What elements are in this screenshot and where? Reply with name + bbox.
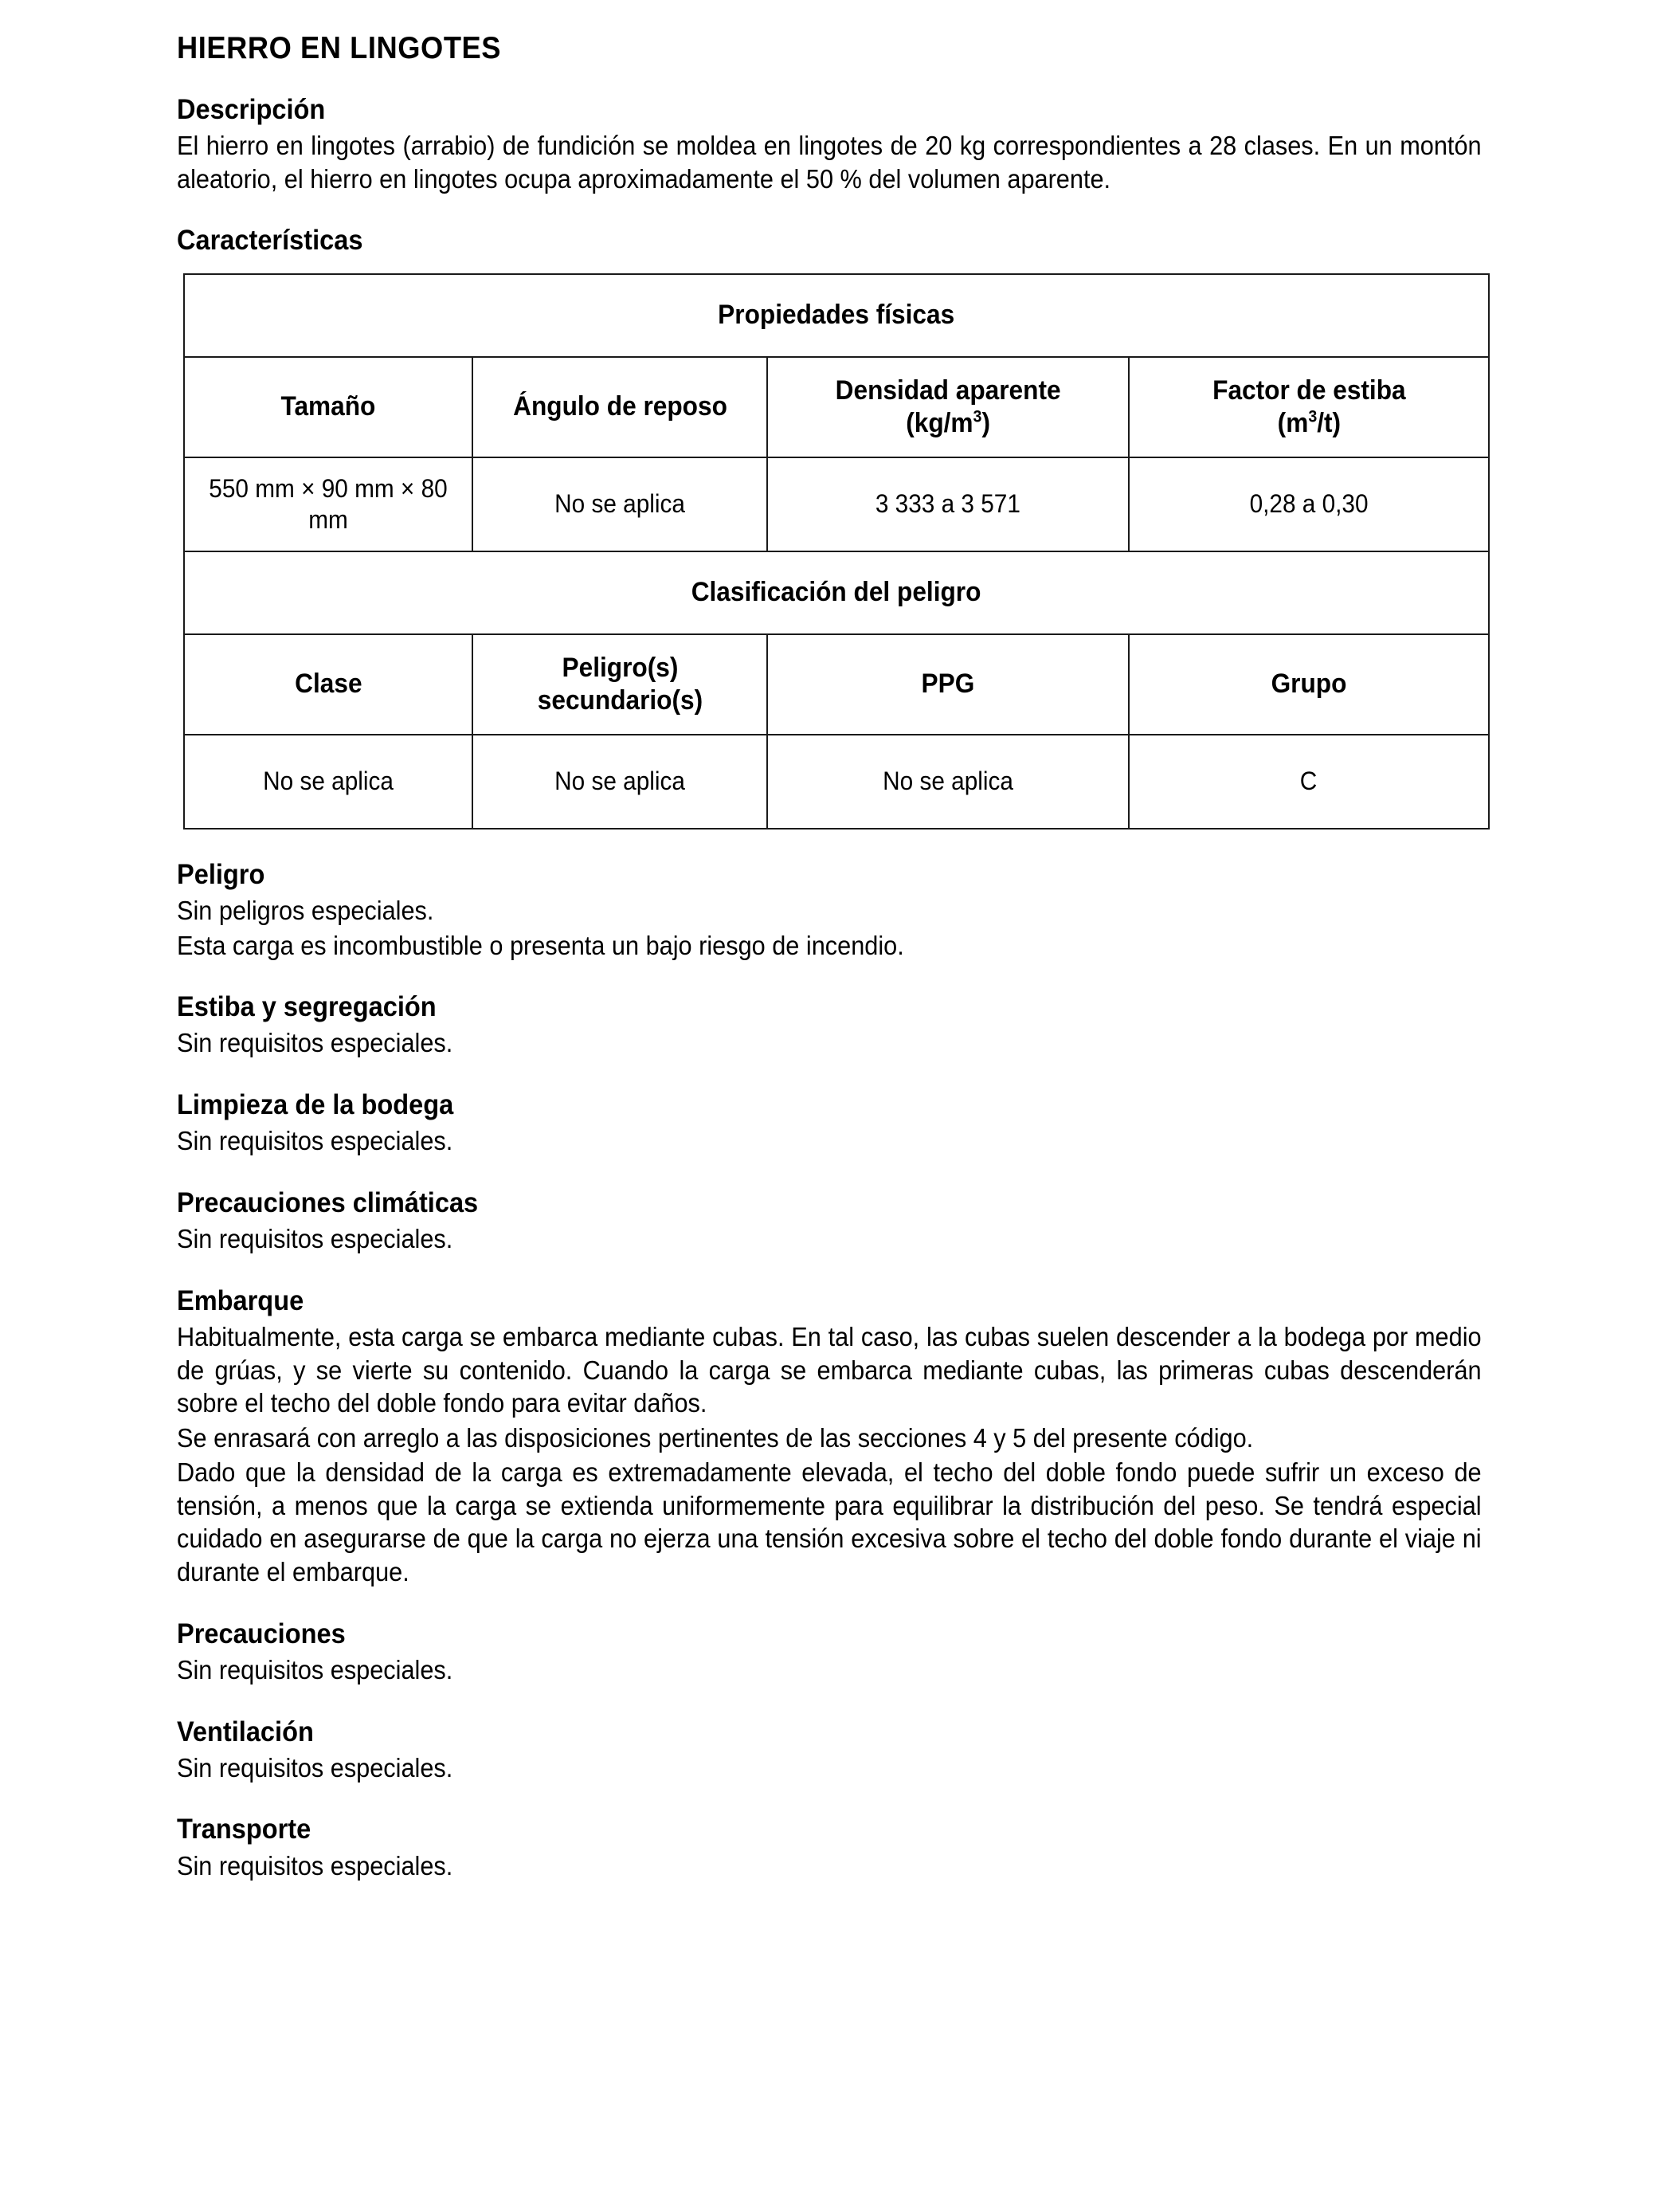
paragraph-ventilacion: Sin requisitos especiales.	[177, 1752, 453, 1783]
paragraph-descripcion: El hierro en lingotes (arrabio) de fundición se moldea en lingotes de 20 kg correspondientes a 28 clases. En un montón aleatorio, el hierro en lingotes ocupa aproximadamente el 50 % del volumen aparente.	[177, 131, 1482, 194]
table-row-hazard-headers	[184, 634, 1489, 735]
value-densidad-aparente: 3 333 a 3 571	[767, 457, 1129, 551]
table-row-hazard-banner	[184, 551, 1489, 634]
physical-properties-banner: Propiedades físicas	[184, 274, 1489, 357]
section-precauciones	[177, 1618, 1482, 1687]
value-ppg: No se aplica	[767, 735, 1129, 829]
section-descripcion	[177, 93, 1482, 195]
section-estiba-segregacion	[177, 990, 1482, 1060]
paragraph-estiba-segregacion: Sin requisitos especiales.	[177, 1028, 453, 1058]
page-title: HIERRO EN LINGOTES	[177, 31, 502, 65]
header-densidad-aparente: Densidad aparente $(kg/m^3)$	[767, 357, 1129, 457]
section-heading-precauciones: Precauciones	[177, 1618, 346, 1649]
section-peligro	[177, 858, 1482, 962]
header-tamano: Tamaño	[184, 357, 472, 457]
section-heading-peligro: Peligro	[177, 858, 265, 890]
value-tamano: 550 mm × 90 mm × 80 mm	[184, 457, 472, 551]
paragraph-embarque-3: Dado que la densidad de la carga es extremadamente elevada, el techo del doble fondo puede sufrir un exceso de tensión, a menos que la carga se extienda uniformemente para equilibrar la distribución del peso. Se tendrá especial cuidado en asegurarse de que la carga no ejerza una tensión excesiva sobre el techo del doble fondo durante el viaje ni durante el embarque.	[177, 1457, 1482, 1587]
section-heading-caracteristicas: Características	[177, 225, 363, 257]
section-heading-embarque: Embarque	[177, 1284, 304, 1316]
header-clase: Clase	[184, 634, 472, 735]
table-top-gap	[177, 261, 1482, 269]
header-grupo: Grupo	[1129, 634, 1489, 735]
section-embarque	[177, 1284, 1482, 1589]
paragraph-embarque-2: Se enrasará con arreglo a las disposiciones pertinentes de las secciones 4 y 5 del presente código.	[177, 1422, 1254, 1453]
paragraph-peligro-1: Sin peligros especiales.	[177, 895, 434, 925]
section-transporte	[177, 1813, 1482, 1882]
header-angulo-reposo: Ángulo de reposo	[472, 357, 767, 457]
value-factor-estiba: 0,28 a 0,30	[1129, 457, 1489, 551]
section-heading-transporte: Transporte	[177, 1814, 311, 1845]
hazard-classification-banner: Clasificación del peligro	[184, 551, 1489, 634]
section-limpieza-bodega	[177, 1088, 1482, 1158]
header-ppg: PPG	[767, 634, 1129, 735]
section-heading-ventilacion: Ventilación	[177, 1716, 314, 1747]
table-row-hazard-values	[184, 735, 1489, 829]
section-heading-descripcion: Descripción	[177, 93, 326, 125]
section-ventilacion	[177, 1716, 1482, 1785]
value-angulo-reposo: No se aplica	[472, 457, 767, 551]
table-row-physical-values	[184, 457, 1489, 551]
header-factor-estiba: Factor de estiba $(m^3/t)$	[1129, 357, 1489, 457]
section-heading-estiba-segregacion: Estiba y segregación	[177, 991, 437, 1023]
value-clase: No se aplica	[184, 735, 472, 829]
section-caracteristicas	[177, 224, 1482, 829]
paragraph-transporte: Sin requisitos especiales.	[177, 1850, 453, 1881]
value-peligros-secundarios: No se aplica	[472, 735, 767, 829]
paragraph-peligro-2: Esta carga es incombustible o presenta un bajo riesgo de incendio.	[177, 930, 904, 960]
paragraph-limpieza-bodega: Sin requisitos especiales.	[177, 1126, 453, 1156]
section-heading-precauciones-climaticas: Precauciones climáticas	[177, 1186, 479, 1218]
header-peligros-secundarios: Peligro(s) secundario(s)	[472, 634, 767, 735]
paragraph-precauciones: Sin requisitos especiales.	[177, 1654, 453, 1684]
section-heading-limpieza-bodega: Limpieza de la bodega	[177, 1088, 454, 1120]
section-precauciones-climaticas	[177, 1186, 1482, 1256]
paragraph-precauciones-climaticas: Sin requisitos especiales.	[177, 1224, 453, 1254]
characteristics-table	[183, 273, 1490, 830]
table-row-physical-banner	[184, 274, 1489, 357]
table-row-physical-headers	[184, 357, 1489, 457]
value-grupo: C	[1129, 735, 1489, 829]
paragraph-embarque-1: Habitualmente, esta carga se embarca mediante cubas. En tal caso, las cubas suelen descender a la bodega por medio de grúas, y se vierte su contenido. Cuando la carga se embarca mediante cubas, las primeras cubas descenderán sobre el techo del doble fondo para evitar daños.	[177, 1322, 1482, 1418]
